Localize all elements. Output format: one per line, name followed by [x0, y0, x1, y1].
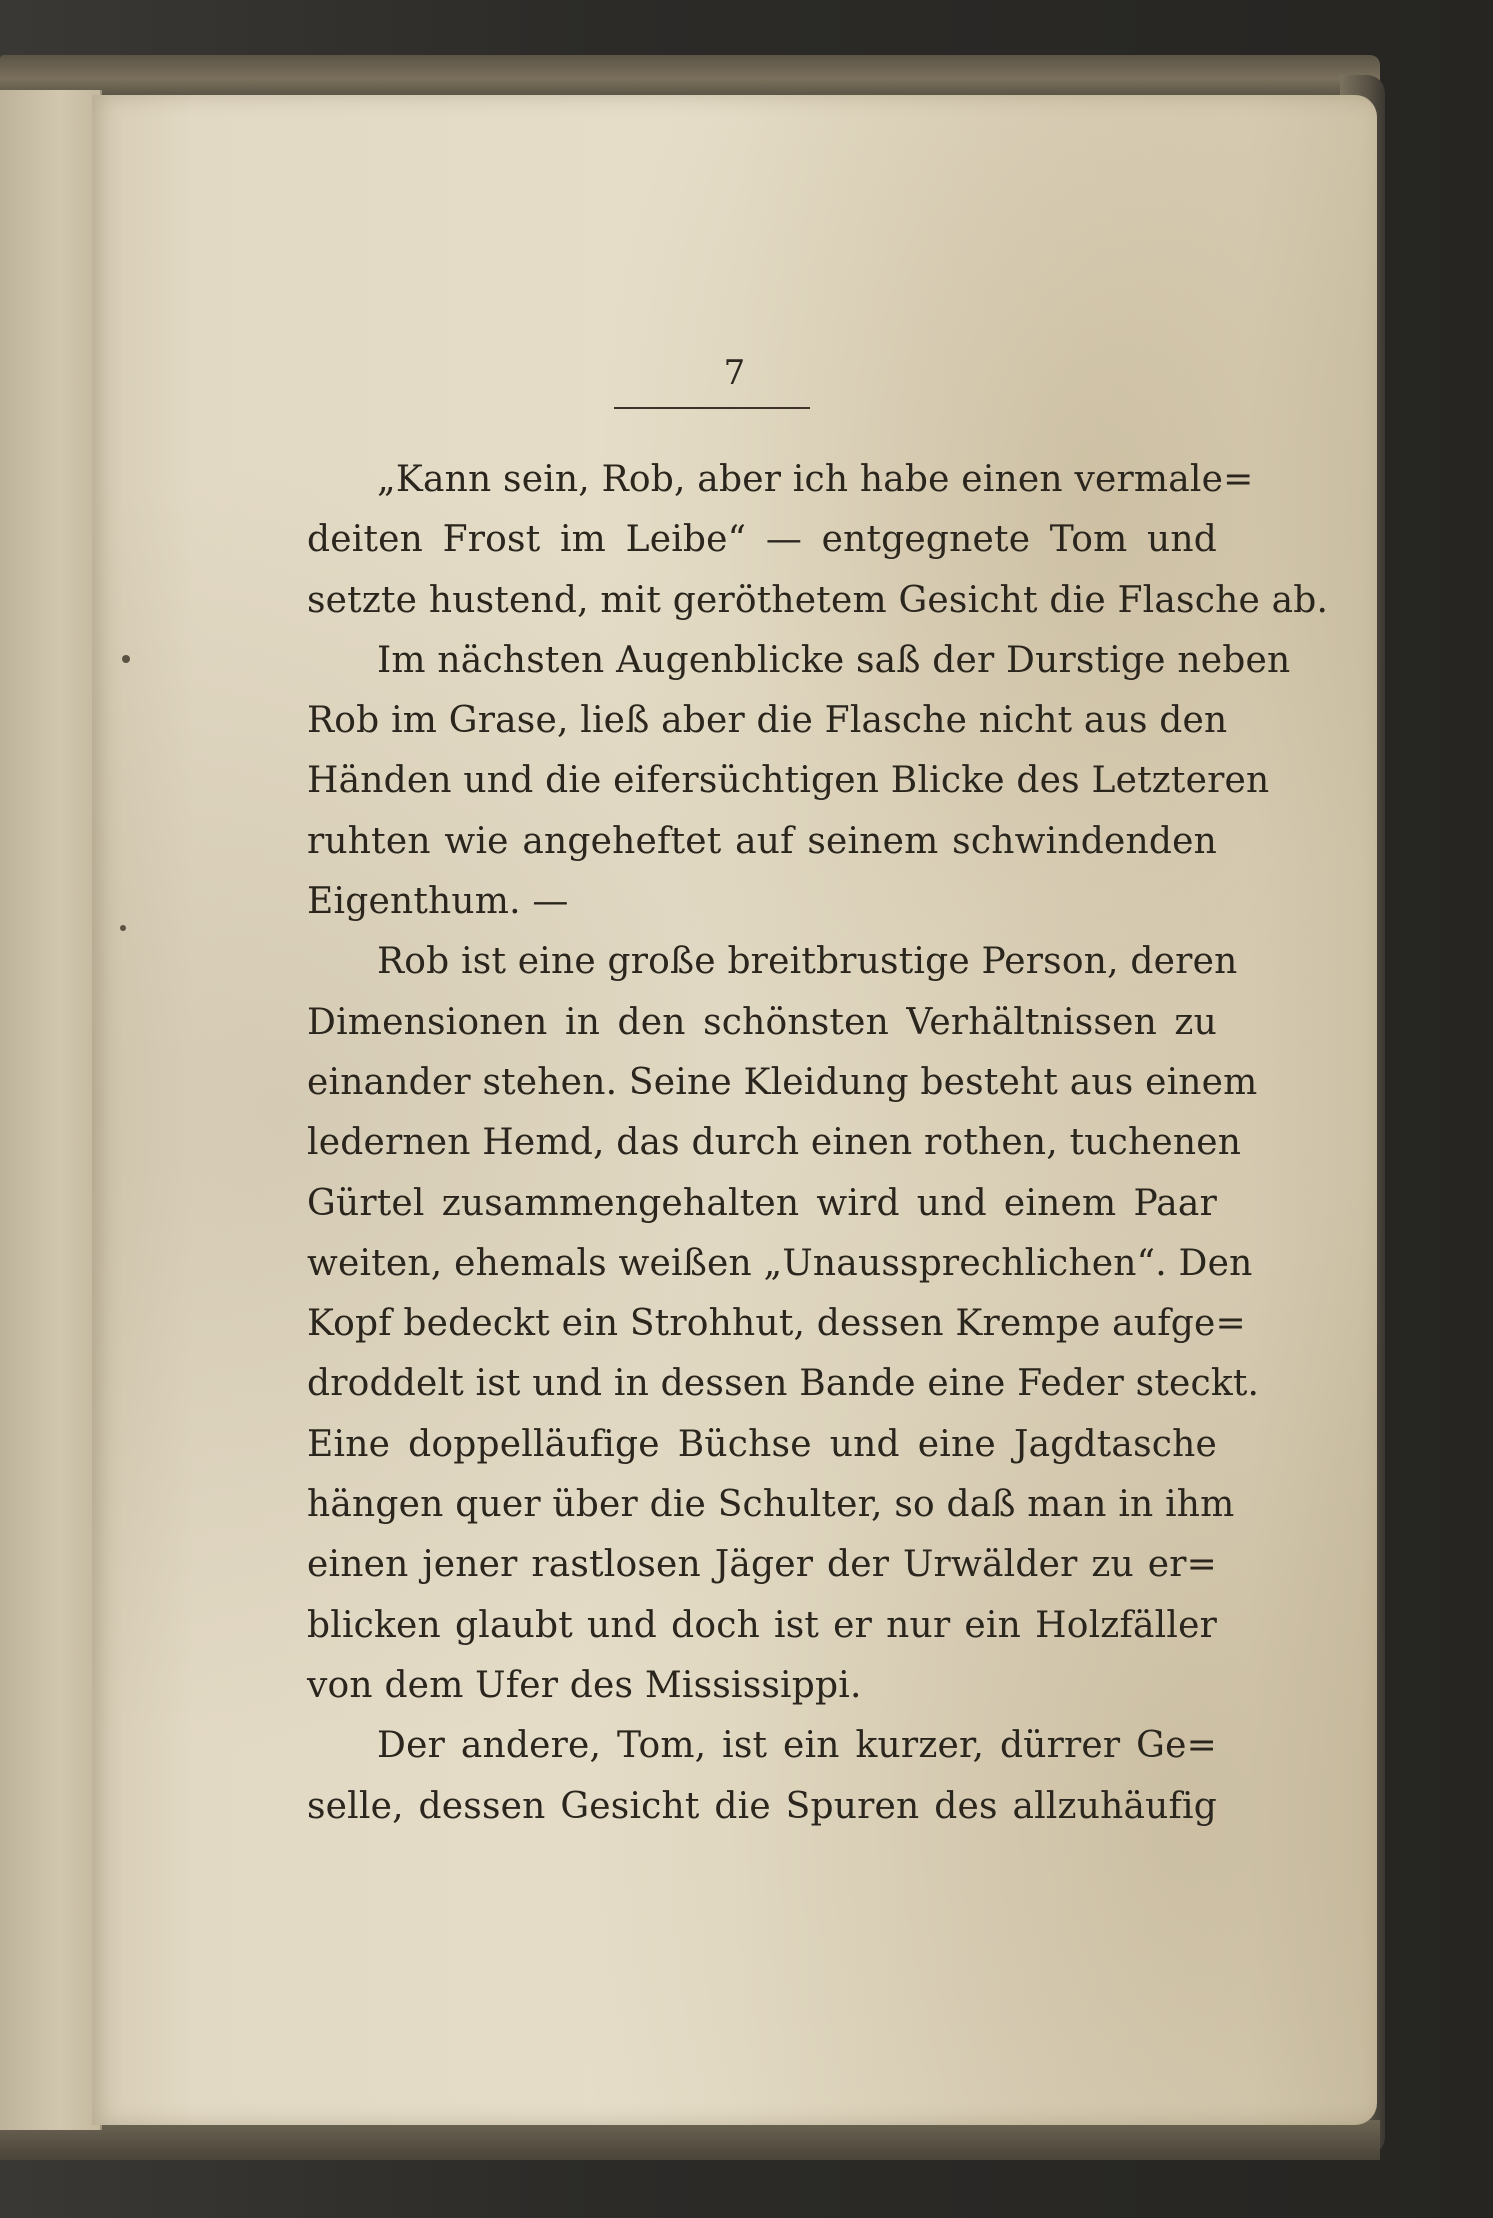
text-line: Rob ist eine große breitbrustige Person, deren	[377, 941, 1238, 983]
text-line: Im nächsten Augenblicke saß der Durstige neben	[377, 639, 1291, 681]
text-line: blicken glaubt und doch ist er nur ein Holzfäller	[307, 1604, 1217, 1646]
text-line: Kopf bedeckt ein Strohhut, dessen Krempe aufge=	[307, 1303, 1246, 1345]
text-line: Rob im Grase, ließ aber die Flasche nicht aus den	[307, 700, 1228, 742]
text-line: setzte hustend, mit geröthetem Gesicht die Flasche ab.	[307, 579, 1329, 621]
text-line: einen jener rastlosen Jäger der Urwälder zu er=	[307, 1544, 1217, 1586]
text-line: „Kann sein, Rob, aber ich habe einen vermale=	[377, 459, 1254, 500]
text-line: ruhten wie angeheftet auf seinem schwindenden	[307, 820, 1217, 862]
facing-page-edge	[0, 90, 102, 2130]
binding-bottom-edge	[0, 2120, 1380, 2160]
text-line: Dimensionen in den schönsten Verhältnissen zu	[307, 1001, 1217, 1043]
text-line: droddelt ist und in dessen Bande eine Feder steckt.	[307, 1363, 1260, 1405]
body-text	[307, 450, 1329, 1837]
book-page	[92, 95, 1377, 2125]
text-line: hängen quer über die Schulter, so daß man in ihm	[307, 1484, 1235, 1526]
page-number: 7	[723, 353, 746, 393]
text-line: Eigenthum. —	[307, 881, 569, 923]
text-line: deiten Frost im Leibe“ — entgegnete Tom und	[307, 519, 1217, 561]
text-line: von dem Ufer des Mississippi.	[307, 1664, 862, 1706]
text-line: Der andere, Tom, ist ein kurzer, dürrer Ge=	[377, 1725, 1217, 1767]
text-line: Gürtel zusammengehalten wird und einem Paar	[307, 1182, 1217, 1224]
text-line: einander stehen. Seine Kleidung besteht aus einem	[307, 1061, 1258, 1103]
paper-speck	[120, 925, 126, 931]
text-line: selle, dessen Gesicht die Spuren des allzuhäufig	[307, 1785, 1217, 1827]
paper-speck	[122, 655, 130, 663]
text-line: weiten, ehemals weißen „Unaussprechlichen“. Den	[307, 1242, 1253, 1284]
text-line: ledernen Hemd, das durch einen rothen, tuchenen	[307, 1122, 1242, 1164]
text-line: Eine doppelläufige Büchse und eine Jagdtasche	[307, 1423, 1217, 1465]
text-line: Händen und die eifersüchtigen Blicke des Letzteren	[307, 760, 1270, 802]
page-number-rule	[614, 407, 810, 409]
